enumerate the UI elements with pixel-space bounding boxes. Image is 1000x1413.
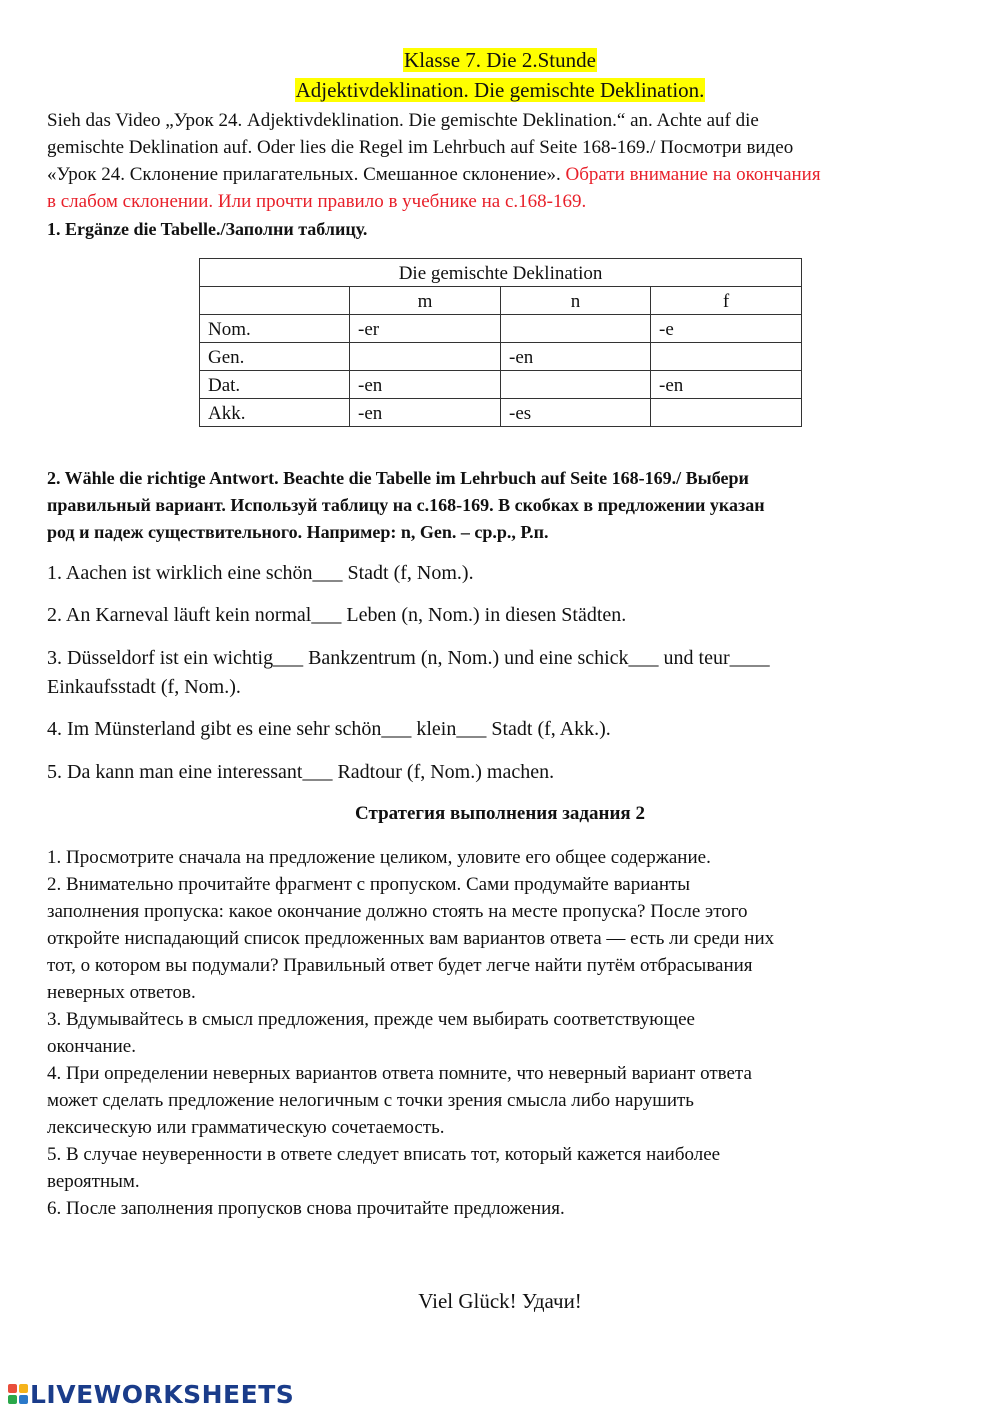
strategy-line: неверных ответов. <box>47 982 196 1003</box>
ending-cell[interactable] <box>501 371 651 399</box>
case-label: Akk. <box>200 399 350 427</box>
case-label: Gen. <box>200 343 350 371</box>
task2-heading-line-3: род и падеж существительного. Например: n, Gen. – ср.р., Р.п. <box>47 522 549 542</box>
ending-cell[interactable] <box>651 343 802 371</box>
title-line-2: Adjektivdeklination. Die gemischte Deklination. <box>295 78 705 102</box>
ending-cell[interactable]: -en <box>651 371 802 399</box>
exercise-sentence-2: 2. An Karneval läuft kein normal___ Leben (n, Nom.) in diesen Städten. <box>47 604 627 626</box>
ending-cell[interactable]: -e <box>651 315 802 343</box>
table-caption: Die gemischte Deklination <box>200 259 802 287</box>
table-row-akk <box>200 399 802 427</box>
ending-cell[interactable]: -es <box>501 399 651 427</box>
table-caption-row <box>200 259 802 287</box>
table-row-dat <box>200 371 802 399</box>
ending-cell[interactable] <box>350 343 501 371</box>
title-line-1: Klasse 7. Die 2.Stunde <box>404 48 596 72</box>
intro-line-2: gemischte Deklination auf. Oder lies die Regel im Lehrbuch auf Seite 168-169./ Посмотри видео <box>47 137 794 158</box>
table-row-nom <box>200 315 802 343</box>
strategy-line: 5. В случае неуверенности в ответе следует вписать тот, который кажется наиболее <box>47 1144 721 1165</box>
strategy-line: 3. Вдумывайтесь в смысл предложения, прежде чем выбирать соответствующее <box>47 1009 695 1030</box>
strategy-line: лексическую или грамматическую сочетаемость. <box>47 1117 445 1138</box>
ending-cell[interactable]: -er <box>350 315 501 343</box>
exercise-sentence-5: 5. Da kann man eine interessant___ Radtour (f, Nom.) machen. <box>47 761 555 783</box>
ending-cell[interactable]: -en <box>350 399 501 427</box>
case-label: Dat. <box>200 371 350 399</box>
task2-heading-line-1: 2. Wähle die richtige Antwort. Beachte die Tabelle im Lehrbuch auf Seite 168-169./ Выбери <box>47 468 749 488</box>
strategy-line: вероятным. <box>47 1171 140 1192</box>
table-header-row <box>200 287 802 315</box>
strategy-heading: Стратегия выполнения задания 2 <box>355 803 645 824</box>
strategy-line: окончание. <box>47 1036 136 1057</box>
strategy-line: 6. После заполнения пропусков снова прочитайте предложения. <box>47 1198 565 1219</box>
strategy-line: 2. Внимательно прочитайте фрагмент с пропуском. Сами продумайте варианты <box>47 874 691 895</box>
table-row-gen <box>200 343 802 371</box>
intro-line-3-red: Обрати внимание на окончания <box>565 164 821 185</box>
declension-table <box>199 258 802 427</box>
logo-squares-icon <box>8 1382 30 1406</box>
ending-cell[interactable] <box>501 315 651 343</box>
task1-heading: 1. Ergänze die Tabelle./Заполни таблицу. <box>47 219 368 239</box>
intro-line-3 <box>47 161 821 188</box>
intro-line-4-red: в слабом склонении. Или прочти правило в учебнике на с.168-169. <box>47 191 587 212</box>
exercise-sentence-4: 4. Im Münsterland gibt es eine sehr schön___ klein___ Stadt (f, Akk.). <box>47 718 611 740</box>
liveworksheets-logo[interactable] <box>8 1380 294 1408</box>
strategy-line: 1. Просмотрите сначала на предложение целиком, уловите его общее содержание. <box>47 847 711 868</box>
strategy-line: 4. При определении неверных вариантов ответа помните, что неверный вариант ответа <box>47 1063 752 1084</box>
strategy-line: заполнения пропуска: какое окончание должно стоять на месте пропуска? После этого <box>47 901 748 922</box>
closing-text: Viel Glück! Удачи! <box>418 1289 582 1313</box>
exercise-sentence-3: 3. Düsseldorf ist ein wichtig___ Bankzentrum (n, Nom.) und eine schick___ und teur____ <box>47 647 770 669</box>
case-label: Nom. <box>200 315 350 343</box>
strategy-line: может сделать предложение нелогичным с точки зрения смысла либо нарушить <box>47 1090 694 1111</box>
ending-cell[interactable] <box>651 399 802 427</box>
logo-text: LIVEWORKSHEETS <box>30 1379 295 1409</box>
strategy-line: откройте ниспадающий список предложенных вам вариантов ответа — есть ли среди них <box>47 928 775 949</box>
ending-cell[interactable]: -en <box>350 371 501 399</box>
table-header-m: m <box>350 287 501 315</box>
intro-line-3-black: «Урок 24. Склонение прилагательных. Смешанное склонение». <box>47 164 566 185</box>
table-header-cell <box>200 287 350 315</box>
table-header-n: n <box>501 287 651 315</box>
strategy-line: тот, о котором вы подумали? Правильный ответ будет легче найти путём отбрасывания <box>47 955 753 976</box>
task2-heading-line-2: правильный вариант. Используй таблицу на с.168-169. В скобках в предложении указан <box>47 495 765 515</box>
table-header-f: f <box>651 287 802 315</box>
ending-cell[interactable]: -en <box>501 343 651 371</box>
intro-line-1: Sieh das Video „Урок 24. Adjektivdeklination. Die gemischte Deklination.“ an. Achte auf die <box>47 110 759 131</box>
exercise-sentence-1: 1. Aachen ist wirklich eine schön___ Stadt (f, Nom.). <box>47 562 474 584</box>
exercise-sentence-3-cont: Einkaufsstadt (f, Nom.). <box>47 676 241 698</box>
